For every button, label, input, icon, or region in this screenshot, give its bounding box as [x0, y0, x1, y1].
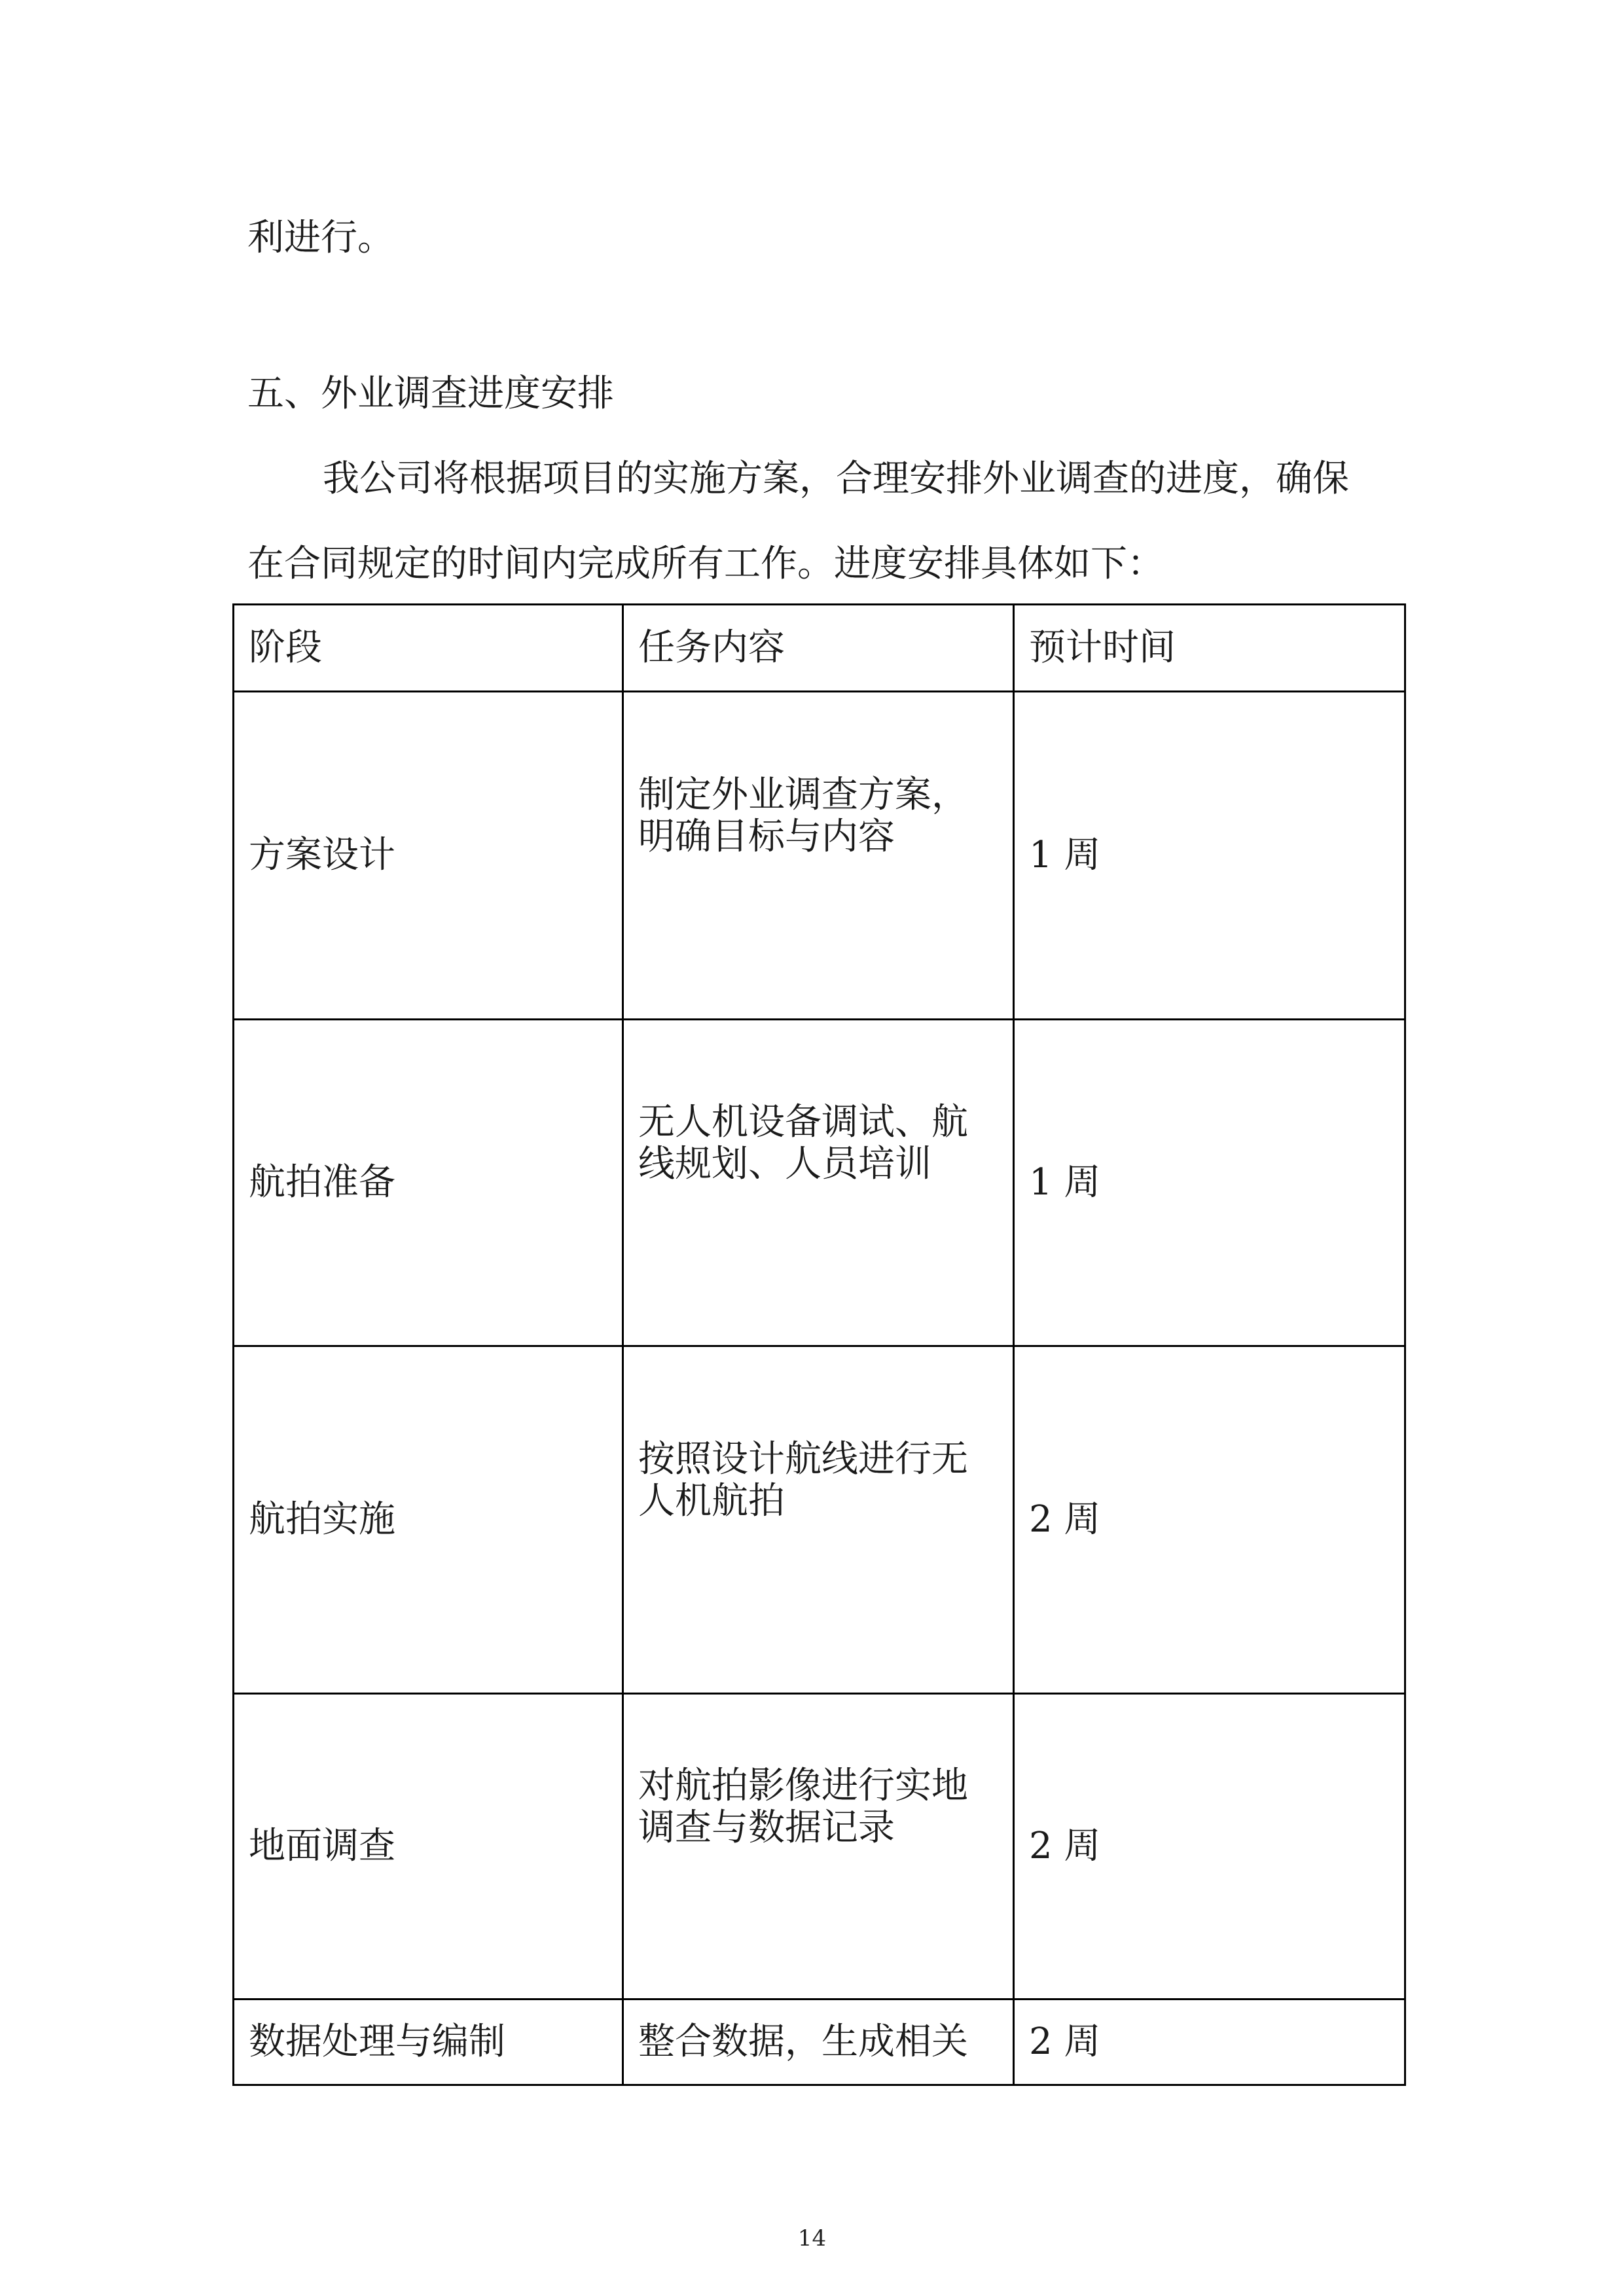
header-time: 预计时间 [1014, 605, 1405, 692]
table-row [234, 1346, 1405, 1694]
cell-time: 2 周 [1014, 1346, 1405, 1694]
table-row [234, 1694, 1405, 2000]
cell-task [623, 1694, 1014, 2000]
paragraph-continuation: 利进行。 [247, 217, 394, 259]
cell-task-line: 调查与数据记录 [638, 1806, 895, 1849]
cell-task-line: 按照设计航线进行无 [638, 1438, 968, 1480]
cell-time: 2 周 [1014, 1694, 1405, 2000]
table-row [234, 2000, 1405, 2085]
cell-task [623, 1346, 1014, 1694]
cell-stage: 航拍准备 [234, 1020, 623, 1346]
cell-stage: 航拍实施 [234, 1346, 623, 1694]
cell-time: 2 周 [1014, 2000, 1405, 2085]
cell-task-line: 人机航拍 [638, 1480, 785, 1522]
cell-task-line: 线规划、人员培训 [638, 1143, 931, 1185]
cell-task-line: 对航拍影像进行实地 [638, 1765, 968, 1807]
header-task: 任务内容 [623, 605, 1014, 692]
table-row [234, 692, 1405, 1020]
intro-paragraph-line-1: 我公司将根据项目的实施方案，合理安排外业调查的进度，确保 [323, 457, 1349, 500]
cell-time: 1 周 [1014, 1020, 1405, 1346]
cell-stage: 数据处理与编制 [234, 2000, 623, 2085]
table-header-row [234, 605, 1405, 692]
section-heading: 五、外业调查进度安排 [247, 372, 614, 415]
intro-paragraph-line-2: 在合同规定的时间内完成所有工作。进度安排具体如下： [247, 543, 1164, 585]
schedule-table [232, 603, 1406, 2086]
cell-task-line: 制定外业调查方案， [638, 774, 968, 816]
page-number: 14 [797, 2225, 827, 2251]
header-stage: 阶段 [234, 605, 623, 692]
cell-task [623, 1020, 1014, 1346]
cell-task [623, 2000, 1014, 2085]
cell-task-line: 明确目标与内容 [638, 816, 895, 858]
table-row [234, 1020, 1405, 1346]
cell-task-line: 整合数据，生成相关 [638, 2020, 968, 2063]
cell-stage: 地面调查 [234, 1694, 623, 2000]
cell-stage: 方案设计 [234, 692, 623, 1020]
cell-time: 1 周 [1014, 692, 1405, 1020]
cell-task-line: 无人机设备调试、航 [638, 1101, 968, 1143]
cell-task [623, 692, 1014, 1020]
